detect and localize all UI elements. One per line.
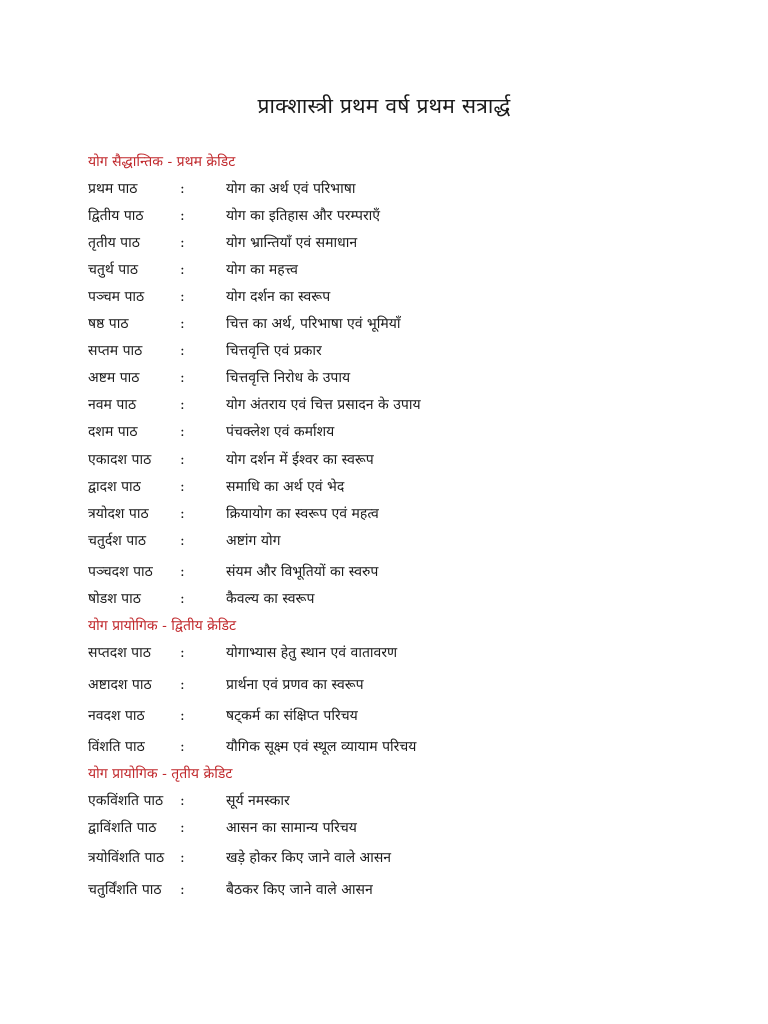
lesson-colon: : [180,677,185,693]
lesson-topic: संयम और विभूतियों का स्वरुप [226,564,379,580]
lesson-row [88,644,728,664]
lesson-colon: : [180,645,185,661]
lesson-topic: अष्टांग योग [226,533,281,549]
section-heading: योग प्रायोगिक - तृतीय क्रेडिट [88,766,233,782]
lesson-colon: : [180,479,185,495]
lesson-colon: : [180,452,185,468]
lesson-colon: : [180,708,185,724]
lesson-name: पञ्चम पाठ [88,289,145,305]
lesson-colon: : [180,850,185,866]
lesson-name: तृतीय पाठ [88,235,140,251]
lesson-row [88,234,728,254]
lesson-name: अष्टम पाठ [88,370,140,386]
lesson-row [88,881,728,901]
page-title: प्राक्शास्त्री प्रथम वर्ष प्रथम सत्रार्द्ध [257,94,511,118]
lesson-row [88,590,728,610]
lesson-name: चतुर्थ पाठ [88,262,138,278]
lesson-topic: योग का इतिहास और परम्पराएँ [226,208,381,224]
lesson-name: षष्ठ पाठ [88,316,129,332]
lesson-row [88,261,728,281]
lesson-topic: चित्तवृत्ति एवं प्रकार [226,343,322,359]
lesson-row [88,505,728,525]
lesson-name: द्वितीय पाठ [88,208,144,224]
lesson-colon: : [180,533,185,549]
lesson-topic: सूर्य नमस्कार [226,793,290,809]
lesson-row [88,738,728,758]
lesson-name: द्वाविंशति पाठ [88,820,157,836]
lesson-name: विंशति पाठ [88,739,145,755]
lesson-colon: : [180,793,185,809]
lesson-colon: : [180,208,185,224]
lesson-colon: : [180,343,185,359]
lesson-name: चतुर्दश पाठ [88,533,146,549]
lesson-topic: आसन का सामान्य परिचय [226,820,357,836]
lesson-name: सप्तम पाठ [88,343,143,359]
lesson-colon: : [180,591,185,607]
lesson-colon: : [180,506,185,522]
lesson-name: त्रयोविंशति पाठ [88,850,165,866]
lesson-topic: प्रार्थना एवं प्रणव का स्वरूप [226,677,364,693]
lesson-topic: योग का अर्थ एवं परिभाषा [226,181,356,197]
lesson-colon: : [180,181,185,197]
lesson-row [88,207,728,227]
lesson-colon: : [180,882,185,898]
lesson-row [88,849,728,869]
lesson-topic: खड़े होकर किए जाने वाले आसन [226,850,392,866]
lesson-colon: : [180,397,185,413]
lesson-name: दशम पाठ [88,424,138,440]
lesson-name: प्रथम पाठ [88,181,138,197]
lesson-colon: : [180,262,185,278]
lesson-name: षोडश पाठ [88,591,141,607]
lesson-topic: योग भ्रान्तियाँ एवं समाधान [226,235,358,251]
lesson-topic: पंचक्लेश एवं कर्माशय [226,424,335,440]
lesson-name: अष्टादश पाठ [88,677,152,693]
lesson-colon: : [180,370,185,386]
lesson-row [88,342,728,362]
lesson-topic: समाधि का अर्थ एवं भेद [226,479,345,495]
lesson-name: द्वादश पाठ [88,479,141,495]
lesson-colon: : [180,235,185,251]
lesson-row [88,423,728,443]
lesson-row [88,792,728,812]
lesson-colon: : [180,564,185,580]
lesson-topic: योग दर्शन में ईश्वर का स्वरूप [226,452,374,468]
section-heading: योग प्रायोगिक - द्वितीय क्रेडिट [88,618,237,634]
lesson-topic: योग का महत्त्व [226,262,298,278]
lesson-row [88,451,728,471]
lesson-topic: चित्तवृत्ति निरोध के उपाय [226,370,351,386]
lesson-name: त्रयोदश पाठ [88,506,149,522]
lesson-topic: योगाभ्यास हेतु स्थान एवं वातावरण [226,645,398,661]
lesson-row [88,288,728,308]
lesson-name: नवम पाठ [88,397,137,413]
lesson-colon: : [180,739,185,755]
lesson-colon: : [180,424,185,440]
lesson-row [88,396,728,416]
lesson-row [88,707,728,727]
lesson-name: नवदश पाठ [88,708,145,724]
lesson-row [88,563,728,583]
lesson-topic: बैठकर किए जाने वाले आसन [226,882,373,898]
lesson-colon: : [180,820,185,836]
lesson-topic: योग दर्शन का स्वरूप [226,289,331,305]
lesson-topic: योग अंतराय एवं चित्त प्रसादन के उपाय [226,397,421,413]
lesson-topic: क्रियायोग का स्वरूप एवं महत्व [226,506,379,522]
lesson-row [88,478,728,498]
lesson-topic: यौगिक सूक्ष्म एवं स्थूल व्यायाम परिचय [226,739,417,755]
lesson-topic: षट्कर्म का संक्षिप्त परिचय [226,708,358,724]
lesson-row [88,180,728,200]
lesson-colon: : [180,316,185,332]
lesson-colon: : [180,289,185,305]
lesson-name: एकविंशति पाठ [88,793,164,809]
lesson-row [88,676,728,696]
section-heading: योग सैद्धान्तिक - प्रथम क्रेडिट [88,154,236,170]
lesson-name: पञ्चदश पाठ [88,564,153,580]
lesson-row [88,315,728,335]
lesson-name: सप्तदश पाठ [88,645,151,661]
lesson-topic: चित्त का अर्थ, परिभाषा एवं भूमियाँ [226,316,401,332]
lesson-topic: कैवल्य का स्वरूप [226,591,315,607]
lesson-row [88,369,728,389]
lesson-row [88,532,728,552]
lesson-row [88,819,728,839]
lesson-name: एकादश पाठ [88,452,152,468]
lesson-name: चतुर्विंशति पाठ [88,882,162,898]
